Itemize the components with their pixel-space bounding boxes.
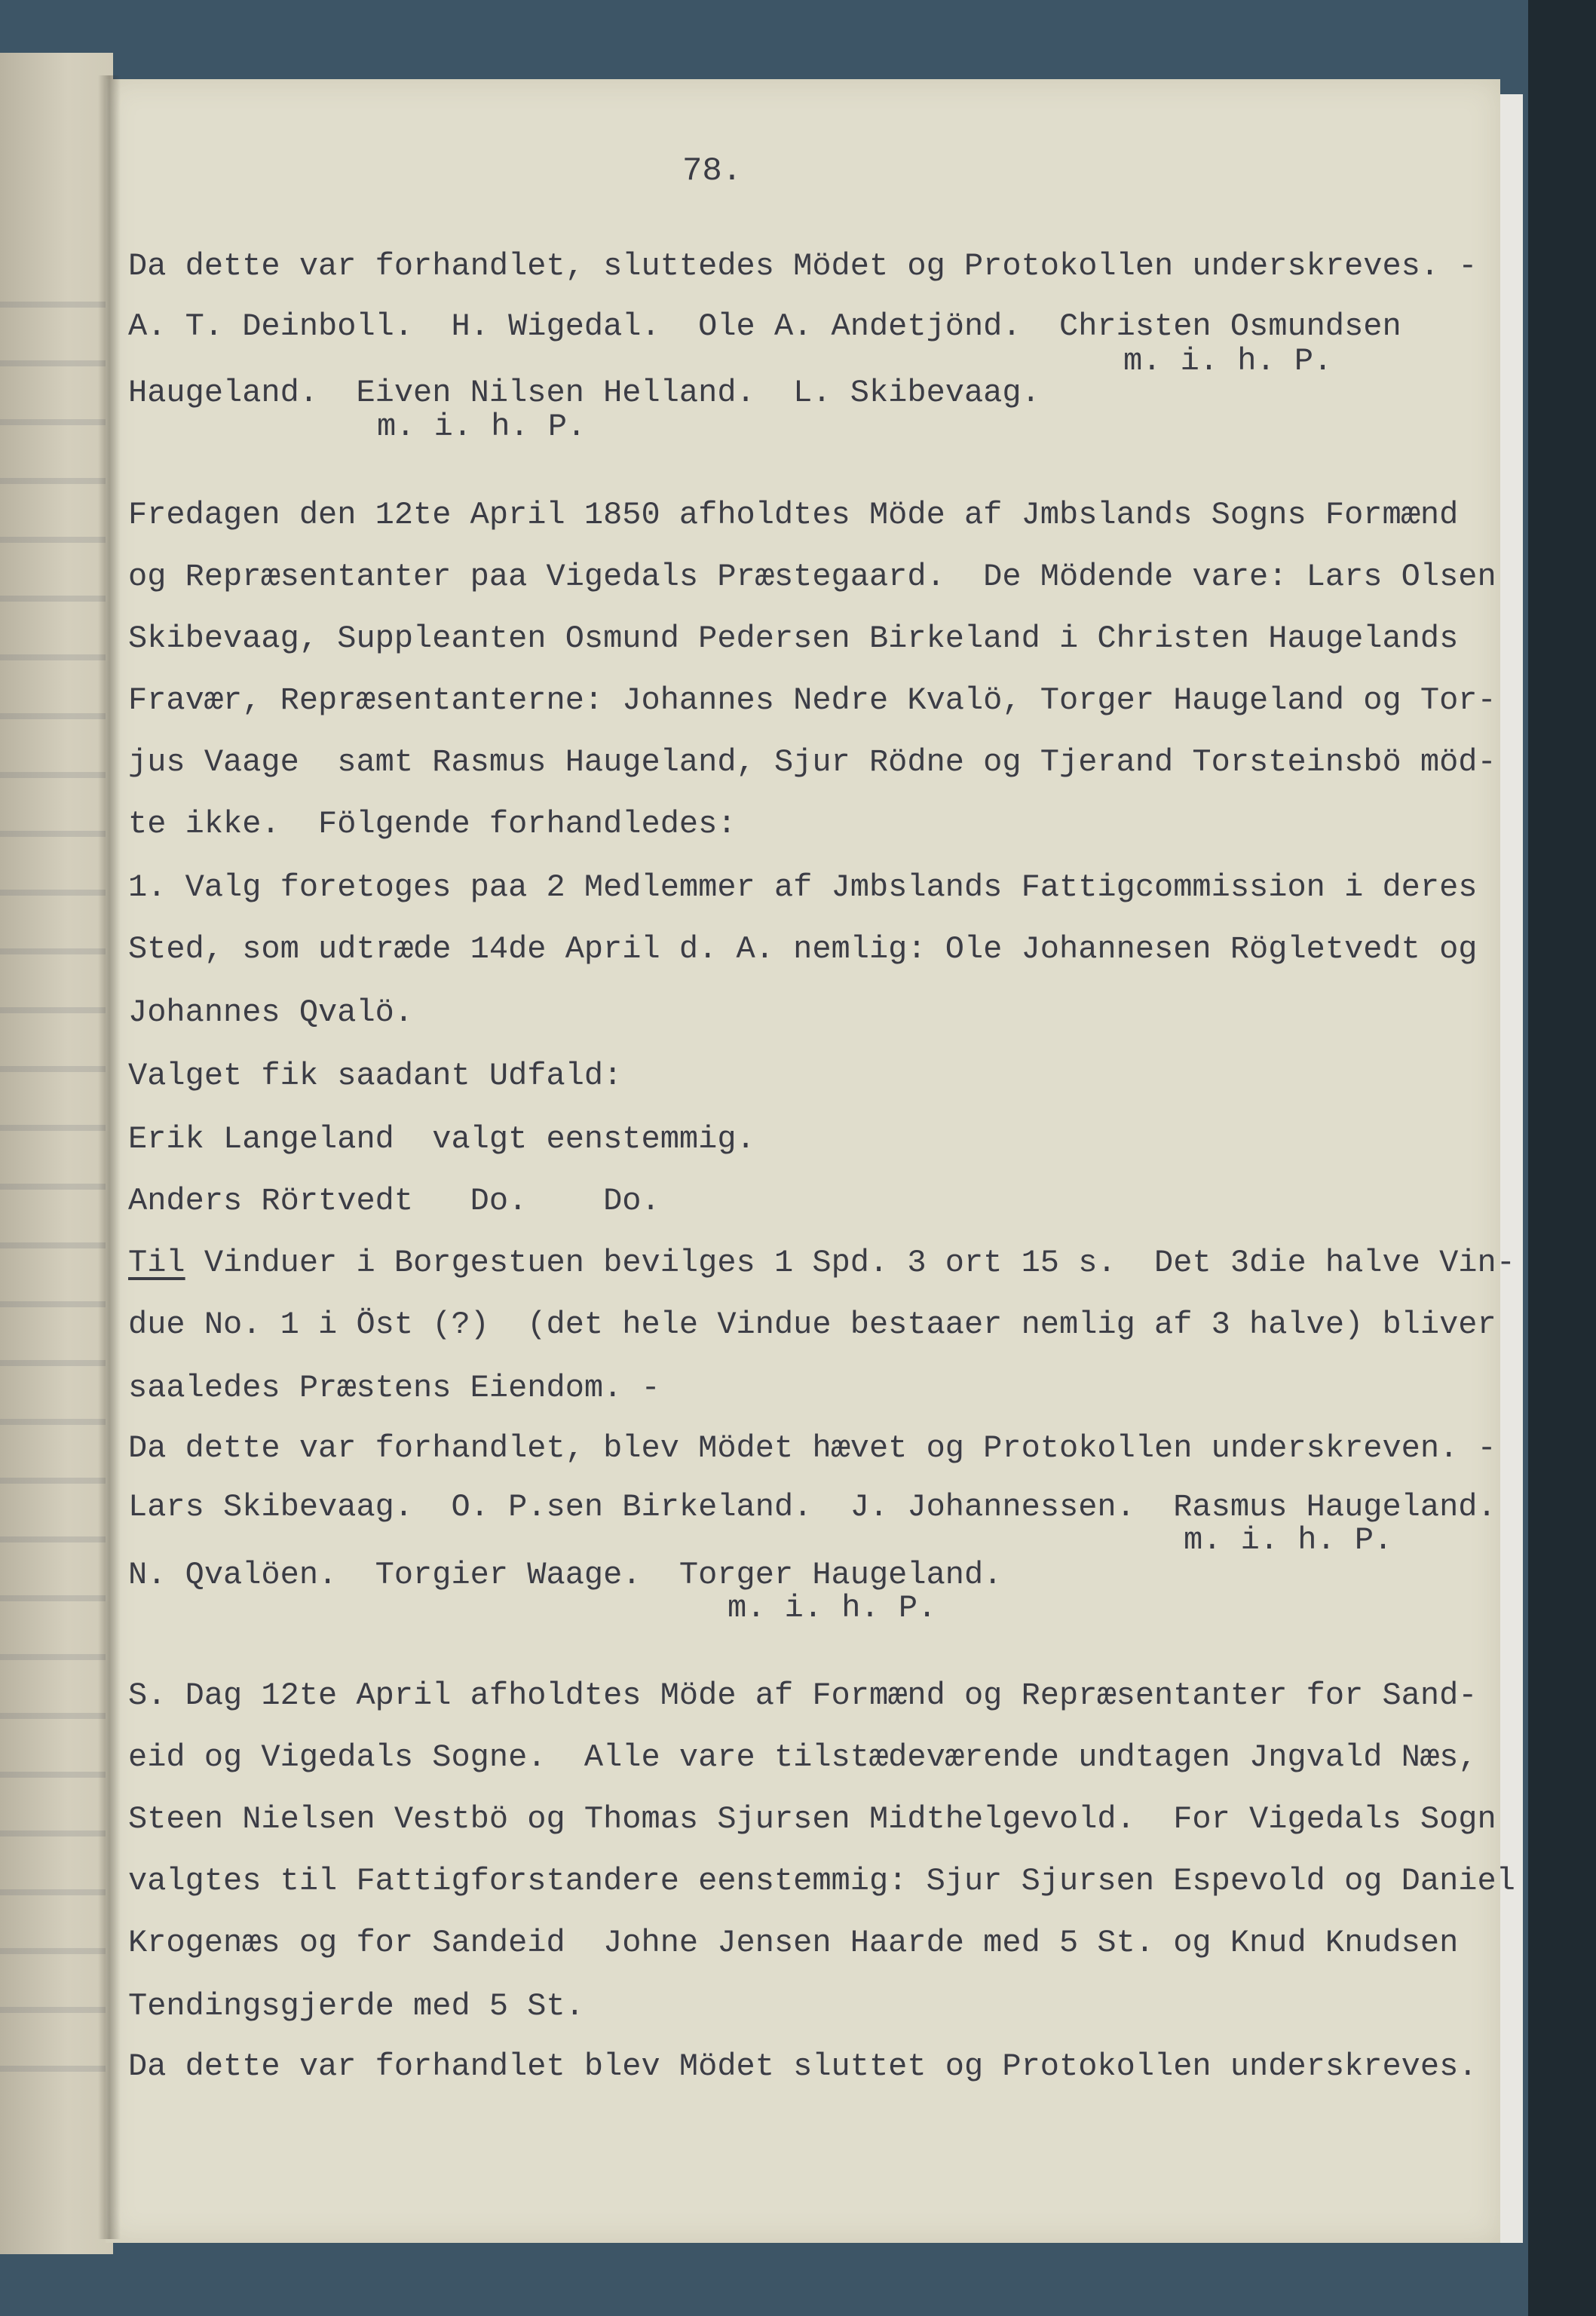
signature-note: m. i. h. P. (377, 409, 587, 445)
text-line: valgtes til Fattigforstandere eenstemmig: Sjur Sjursen Espevold og Daniel (128, 1863, 1515, 1899)
text-line: Erik Langeland valgt eenstemmig. (128, 1121, 755, 1157)
text-line: Da dette var forhandlet, blev Mödet hævet og Protokollen underskreven. - (128, 1430, 1496, 1466)
text-line: due No. 1 i Öst (?) (det hele Vindue bestaaer nemlig af 3 halve) bliver (128, 1307, 1496, 1343)
text-line-rest: Vinduer i Borgestuen bevilges 1 Spd. 3 ort 15 s. Det 3die halve Vin- (185, 1245, 1515, 1281)
text-line: eid og Vigedals Sogne. Alle vare tilstædeværende undtagen Jngvald Næs, (128, 1739, 1478, 1775)
text-line: Da dette var forhandlet, sluttedes Mödet og Protokollen underskreves. - (128, 248, 1478, 284)
text-line: Tendingsgjerde med 5 St. (128, 1988, 584, 2024)
text-line: 1. Valg foretoges paa 2 Medlemmer af Jmbslands Fattigcommission i deres (128, 869, 1478, 905)
signature-note: m. i. h. P. (728, 1590, 937, 1626)
page-edge-right (1500, 94, 1523, 2243)
text-line: Johannes Qvalö. (128, 994, 414, 1031)
text-line: Fredagen den 12te April 1850 afholdtes Möde af Jmbslands Sogns Formænd (128, 497, 1459, 533)
text-line: jus Vaage samt Rasmus Haugeland, Sjur Rödne og Tjerand Torsteinsbö möd- (128, 744, 1496, 780)
text-line: S. Dag 12te April afholdtes Möde af Formænd og Repræsentanter for Sand- (128, 1677, 1478, 1714)
signature-note: m. i. h. P. (1184, 1522, 1393, 1558)
text-line: Valget fik saadant Udfald: (128, 1058, 623, 1094)
text-line: Fravær, Repræsentanterne: Johannes Nedre Kvalö, Torger Haugeland og Tor- (128, 682, 1496, 718)
text-line: Haugeland. Eiven Nilsen Helland. L. Skibevaag. (128, 375, 1040, 411)
text-line: Da dette var forhandlet blev Mödet sluttet og Protokollen underskreves. (128, 2048, 1478, 2085)
left-page-text-fragments (0, 249, 113, 2096)
text-line: og Repræsentanter paa Vigedals Præstegaard. De Mödende vare: Lars Olsen (128, 559, 1496, 595)
page-number: 78. (682, 152, 743, 190)
text-line: saaledes Præstens Eiendom. - (128, 1370, 660, 1406)
text-line: Steen Nielsen Vestbö og Thomas Sjursen Midthelgevold. For Vigedals Sogn (128, 1801, 1496, 1837)
text-line: Krogenæs og for Sandeid Johne Jensen Haarde med 5 St. og Knud Knudsen (128, 1925, 1459, 1961)
text-line: Lars Skibevaag. O. P.sen Birkeland. J. Johannessen. Rasmus Haugeland. (128, 1489, 1496, 1525)
text-line: Skibevaag, Suppleanten Osmund Pedersen Birkeland i Christen Haugelands (128, 620, 1459, 657)
text-line: Anders Rörtvedt Do. Do. (128, 1183, 660, 1219)
text-line: Sted, som udtræde 14de April d. A. nemlig: Ole Johannesen Rögletvedt og (128, 931, 1478, 967)
text-line: A. T. Deinboll. H. Wigedal. Ole A. Andetjönd. Christen Osmundsen (128, 308, 1401, 345)
background-right (1528, 0, 1596, 2316)
text-line: N. Qvalöen. Torgier Waage. Torger Haugeland. (128, 1557, 1003, 1593)
text-line: te ikke. Fölgende forhandledes: (128, 806, 737, 842)
underlined-word: Til (128, 1245, 185, 1281)
signature-note: m. i. h. P. (1123, 343, 1333, 379)
book-gutter (98, 75, 121, 2239)
text-line (128, 1247, 1515, 1279)
